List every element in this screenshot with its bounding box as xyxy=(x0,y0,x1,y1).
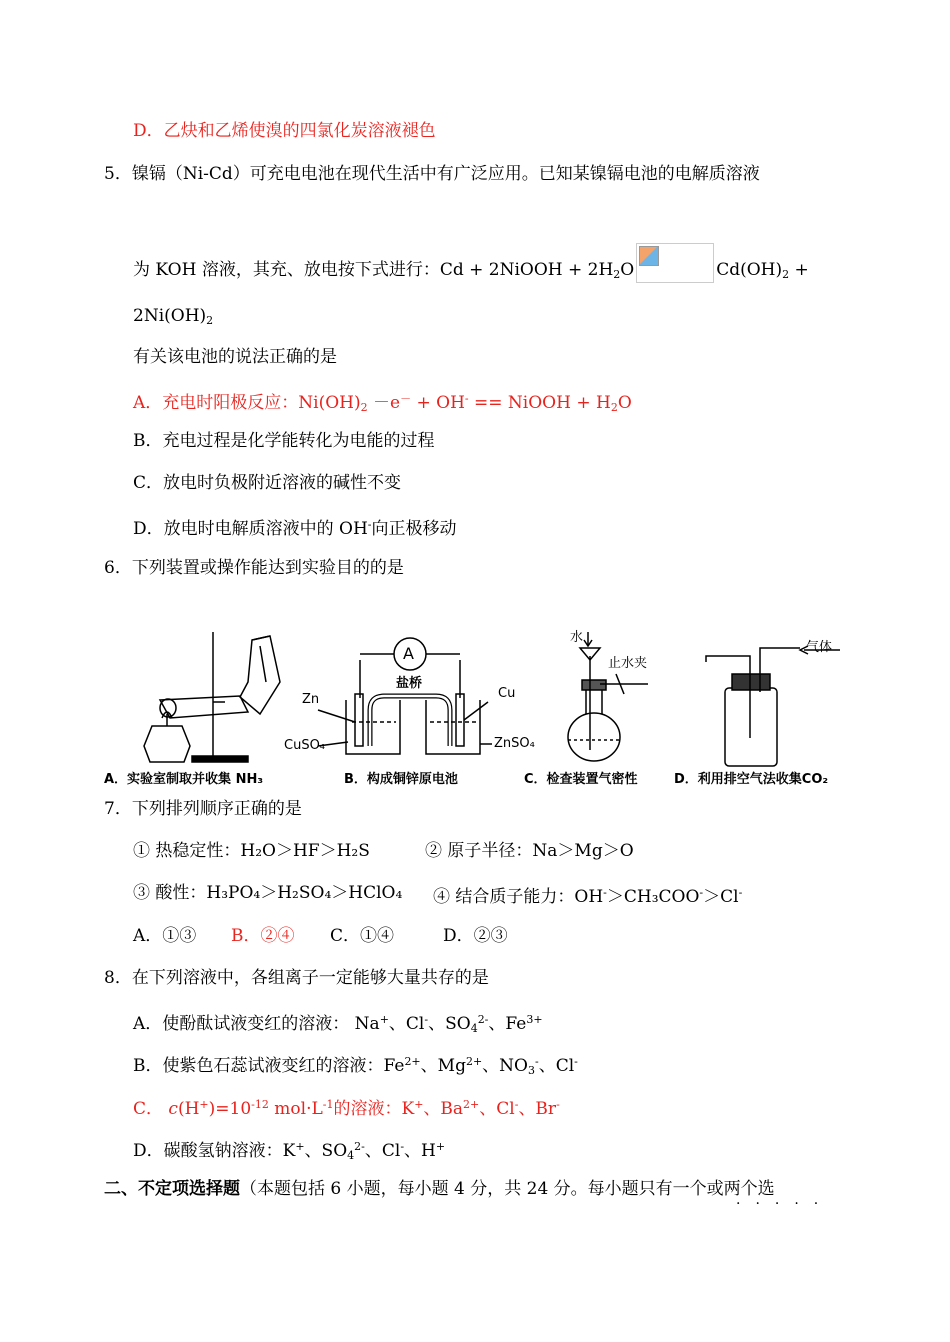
q5-question: 有关该电池的说法正确的是 xyxy=(133,347,337,367)
q6-apparatus-figure xyxy=(100,622,860,788)
section2-title: 二、不定项选择题 xyxy=(104,1179,240,1199)
q7-item-4-text: ④ 结合质子能力：OH xyxy=(433,887,604,907)
q7-stem: 7．下列排列顺序正确的是 xyxy=(104,799,302,819)
q7-item-1: ① 热稳定性：H₂O＞HF＞H₂S xyxy=(133,841,370,861)
q5-equation-right: Cd(OH) xyxy=(716,260,783,280)
figure-label-c: C．检查装置气密性 xyxy=(524,772,638,787)
q8-option-c: C． $c(H^+)=10^{-12}$ $mol\cdot L^{-1}$的溶液：K+、$Ba^{2+}$、Cl-、Br- xyxy=(133,1098,560,1119)
cu-label: Cu xyxy=(498,686,516,701)
q7-item-3: ③ 酸性：H₃PO₄＞H₂SO₄＞HClO₄ xyxy=(133,883,403,903)
q5-option-b: B．充电过程是化学能转化为电能的过程 xyxy=(133,431,435,451)
section2-heading xyxy=(104,1178,775,1200)
q7-option-d: D．②③ xyxy=(443,926,508,946)
clamp-label: 止水夹 xyxy=(608,656,648,671)
q8-option-a-text: A．使酚酞试液变红的溶液： xyxy=(133,1014,350,1034)
q6-stem: 6．下列装置或操作能达到实验目的的是 xyxy=(104,558,404,578)
q8-stem: 8．在下列溶液中，各组离子一定能够大量共存的是 xyxy=(104,968,489,988)
q8-option-d: D．碳酸氢钠溶液：K+、$SO_4^{2-}$、Cl-、H+ xyxy=(133,1140,446,1162)
q7-item-4-tail: ＞Cl xyxy=(703,887,739,907)
q8-option-c-unit: mol·L xyxy=(268,1099,323,1119)
q5-option-a-tail: == NiOOH + H xyxy=(468,393,611,413)
znso4-label: ZnSO₄ xyxy=(494,736,535,751)
q8-option-d-text: D．碳酸氢钠溶液： xyxy=(133,1141,283,1161)
figure-label-b: B．构成铜锌原电池 xyxy=(344,772,458,787)
q8-option-b: B．使紫色石蕊试液变红的溶液：$Fe^{2+}$、$Mg^{2+}$、$NO_3^-$、Cl- xyxy=(133,1055,578,1077)
q8-option-a: A．使酚酞试液变红的溶液： Na+、Cl-、$SO_4^{2-}$、$Fe^{3+}$ xyxy=(133,1013,543,1035)
q5-stem-line1: 5．镍镉（Ni-Cd）可充电电池在现代生活中有广泛应用。已知某镍镉电池的电解质溶液 xyxy=(104,164,760,184)
q5-option-d-tail: 向正极移动 xyxy=(371,519,457,539)
q8-option-c-text: 的溶液： xyxy=(333,1099,402,1119)
q7-item-4: ④ 结合质子能力：OH-＞CH₃COO-＞Cl- xyxy=(433,886,743,907)
q8-option-c-label: C． xyxy=(133,1099,164,1119)
q5-option-d-text: D．放电时电解质溶液中的 OH xyxy=(133,519,368,539)
q7-option-a: A．①③ xyxy=(133,926,197,946)
q4-option-d: D．乙炔和乙烯使溴的四氯化炭溶液褪色 xyxy=(133,121,436,141)
emphasis-dots: ····· xyxy=(736,1196,834,1212)
q7-option-c: C．①④ xyxy=(330,926,395,946)
q5-stem-line2: 为 KOH 溶液，其充、放电按下式进行：Cd + 2NiOOH + $2H_2O$ $Cd(OH)_2$ + xyxy=(133,243,809,286)
figure-label-d: D．利用排空气法收集CO₂ xyxy=(674,772,829,787)
zn-label: Zn xyxy=(302,692,320,707)
q5-nioh2: 2Ni(OH) xyxy=(133,306,207,326)
q5-option-c: C．放电时负极附近溶液的碱性不变 xyxy=(133,473,402,493)
reversible-arrow-image xyxy=(636,243,714,283)
water-label: 水 xyxy=(570,630,584,645)
q7-option-b: B．②④ xyxy=(231,926,295,946)
figure-label-a: A．实验室制取并收集 NH₃ xyxy=(104,772,264,787)
q5-option-d: D．放电时电解质溶液中的 OH-向正极移动 xyxy=(133,518,457,539)
q5-option-a-text: A．充电时阳极反应：Ni(OH) xyxy=(133,393,361,413)
q5-stem-line3: $2Ni(OH)_2$ xyxy=(133,306,214,327)
section2-desc: （本题包括 6 小题，每小题 4 分，共 24 分。每小题只有一个或两个选 xyxy=(240,1179,775,1199)
q5-equation-left: 为 KOH 溶液，其充、放电按下式进行：Cd + 2NiOOH + 2H xyxy=(133,260,614,280)
ammeter-label: A xyxy=(403,644,414,663)
gas-label: 气体 xyxy=(806,640,833,655)
broken-image-icon xyxy=(639,246,659,266)
q7-item-2: ② 原子半径：Na＞Mg＞O xyxy=(425,841,634,861)
q5-option-a: A．充电时阳极反应：$Ni(OH)_2 -e^- + OH^-$ == NiOOH + $H_2O$ xyxy=(133,392,632,414)
q7-item-4-mid: ＞CH₃COO xyxy=(606,887,700,907)
q8-option-b-text: B．使紫色石蕊试液变红的溶液： xyxy=(133,1056,384,1076)
cuso4-label: CuSO₄ xyxy=(284,738,326,753)
salt-bridge-label: 盐桥 xyxy=(396,676,423,691)
